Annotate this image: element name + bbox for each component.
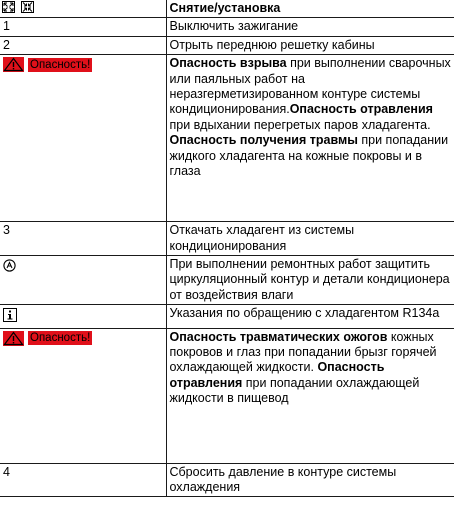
- warning-badge: [3, 331, 92, 346]
- warning-cell: [0, 328, 166, 463]
- header-icons-cell: [0, 0, 166, 18]
- warning-body: кожных покровов и глаз при попадании брызг горячей охлаждающей жидкости.: [169, 329, 437, 375]
- warning-emphasis: Опасность отравления: [289, 102, 433, 117]
- step-number: 1: [0, 18, 166, 36]
- collapse-arrows-icon[interactable]: [21, 1, 34, 13]
- table-row: [0, 328, 454, 463]
- table-row: [0, 18, 454, 36]
- warning-triangle-icon: [3, 331, 24, 346]
- info-icon: [3, 308, 17, 322]
- expand-arrows-icon[interactable]: [2, 1, 15, 13]
- step-text: Выключить зажигание: [166, 18, 454, 36]
- warning-label: Опасность!: [30, 58, 91, 71]
- warning-body: при вдыхании перегретых паров хладагента.: [169, 117, 431, 132]
- table-row: [0, 36, 454, 54]
- table-row: [0, 222, 454, 256]
- environment-protection-icon: [3, 259, 16, 272]
- header-title: Снятие/установка: [166, 0, 454, 18]
- warning-triangle-icon: [3, 57, 24, 72]
- table-header-row: [0, 0, 454, 18]
- step-text: Сбросить давление в контуре системы охлаждения: [166, 463, 454, 497]
- table-row: [0, 463, 454, 497]
- table-row: [0, 305, 454, 328]
- step-text: Отрыть переднюю решетку кабины: [166, 36, 454, 54]
- step-text: Откачать хладагент из системы кондиционирования: [166, 222, 454, 256]
- warning-text: [166, 328, 454, 463]
- warning-emphasis: Опасность отравления: [169, 360, 385, 390]
- warning-emphasis: Опасность получения травмы: [169, 133, 358, 148]
- step-number: 4: [0, 463, 166, 497]
- step-number: 2: [0, 36, 166, 54]
- step-number: 3: [0, 222, 166, 256]
- warning-cell: [0, 55, 166, 222]
- warning-emphasis: Опасность травматических ожогов: [169, 329, 388, 344]
- info-text: Указания по обращению с хладагентом R134a: [166, 305, 454, 328]
- warning-body: при выполнении сварочных или паяльных работ на неразгерметизированном контуре системы кондиционирования.: [169, 56, 451, 117]
- warning-label: Опасность!: [30, 332, 91, 345]
- warning-badge: [3, 57, 92, 72]
- table-row: [0, 256, 454, 305]
- warning-body: при попадании жидкого хладагента на кожные покровы и в глаза: [169, 133, 449, 179]
- table-row: [0, 55, 454, 222]
- note-text: При выполнении ремонтных работ защитить циркуляционный контур и детали кондиционера от воздействия влаги: [166, 256, 454, 305]
- warning-emphasis: Опасность взрыва: [169, 56, 287, 71]
- info-icon-cell: [0, 305, 166, 328]
- warning-text: [166, 55, 454, 222]
- warning-body: при попадании охлаждающей жидкости в пищевод: [169, 375, 420, 406]
- note-icon-cell: [0, 256, 166, 305]
